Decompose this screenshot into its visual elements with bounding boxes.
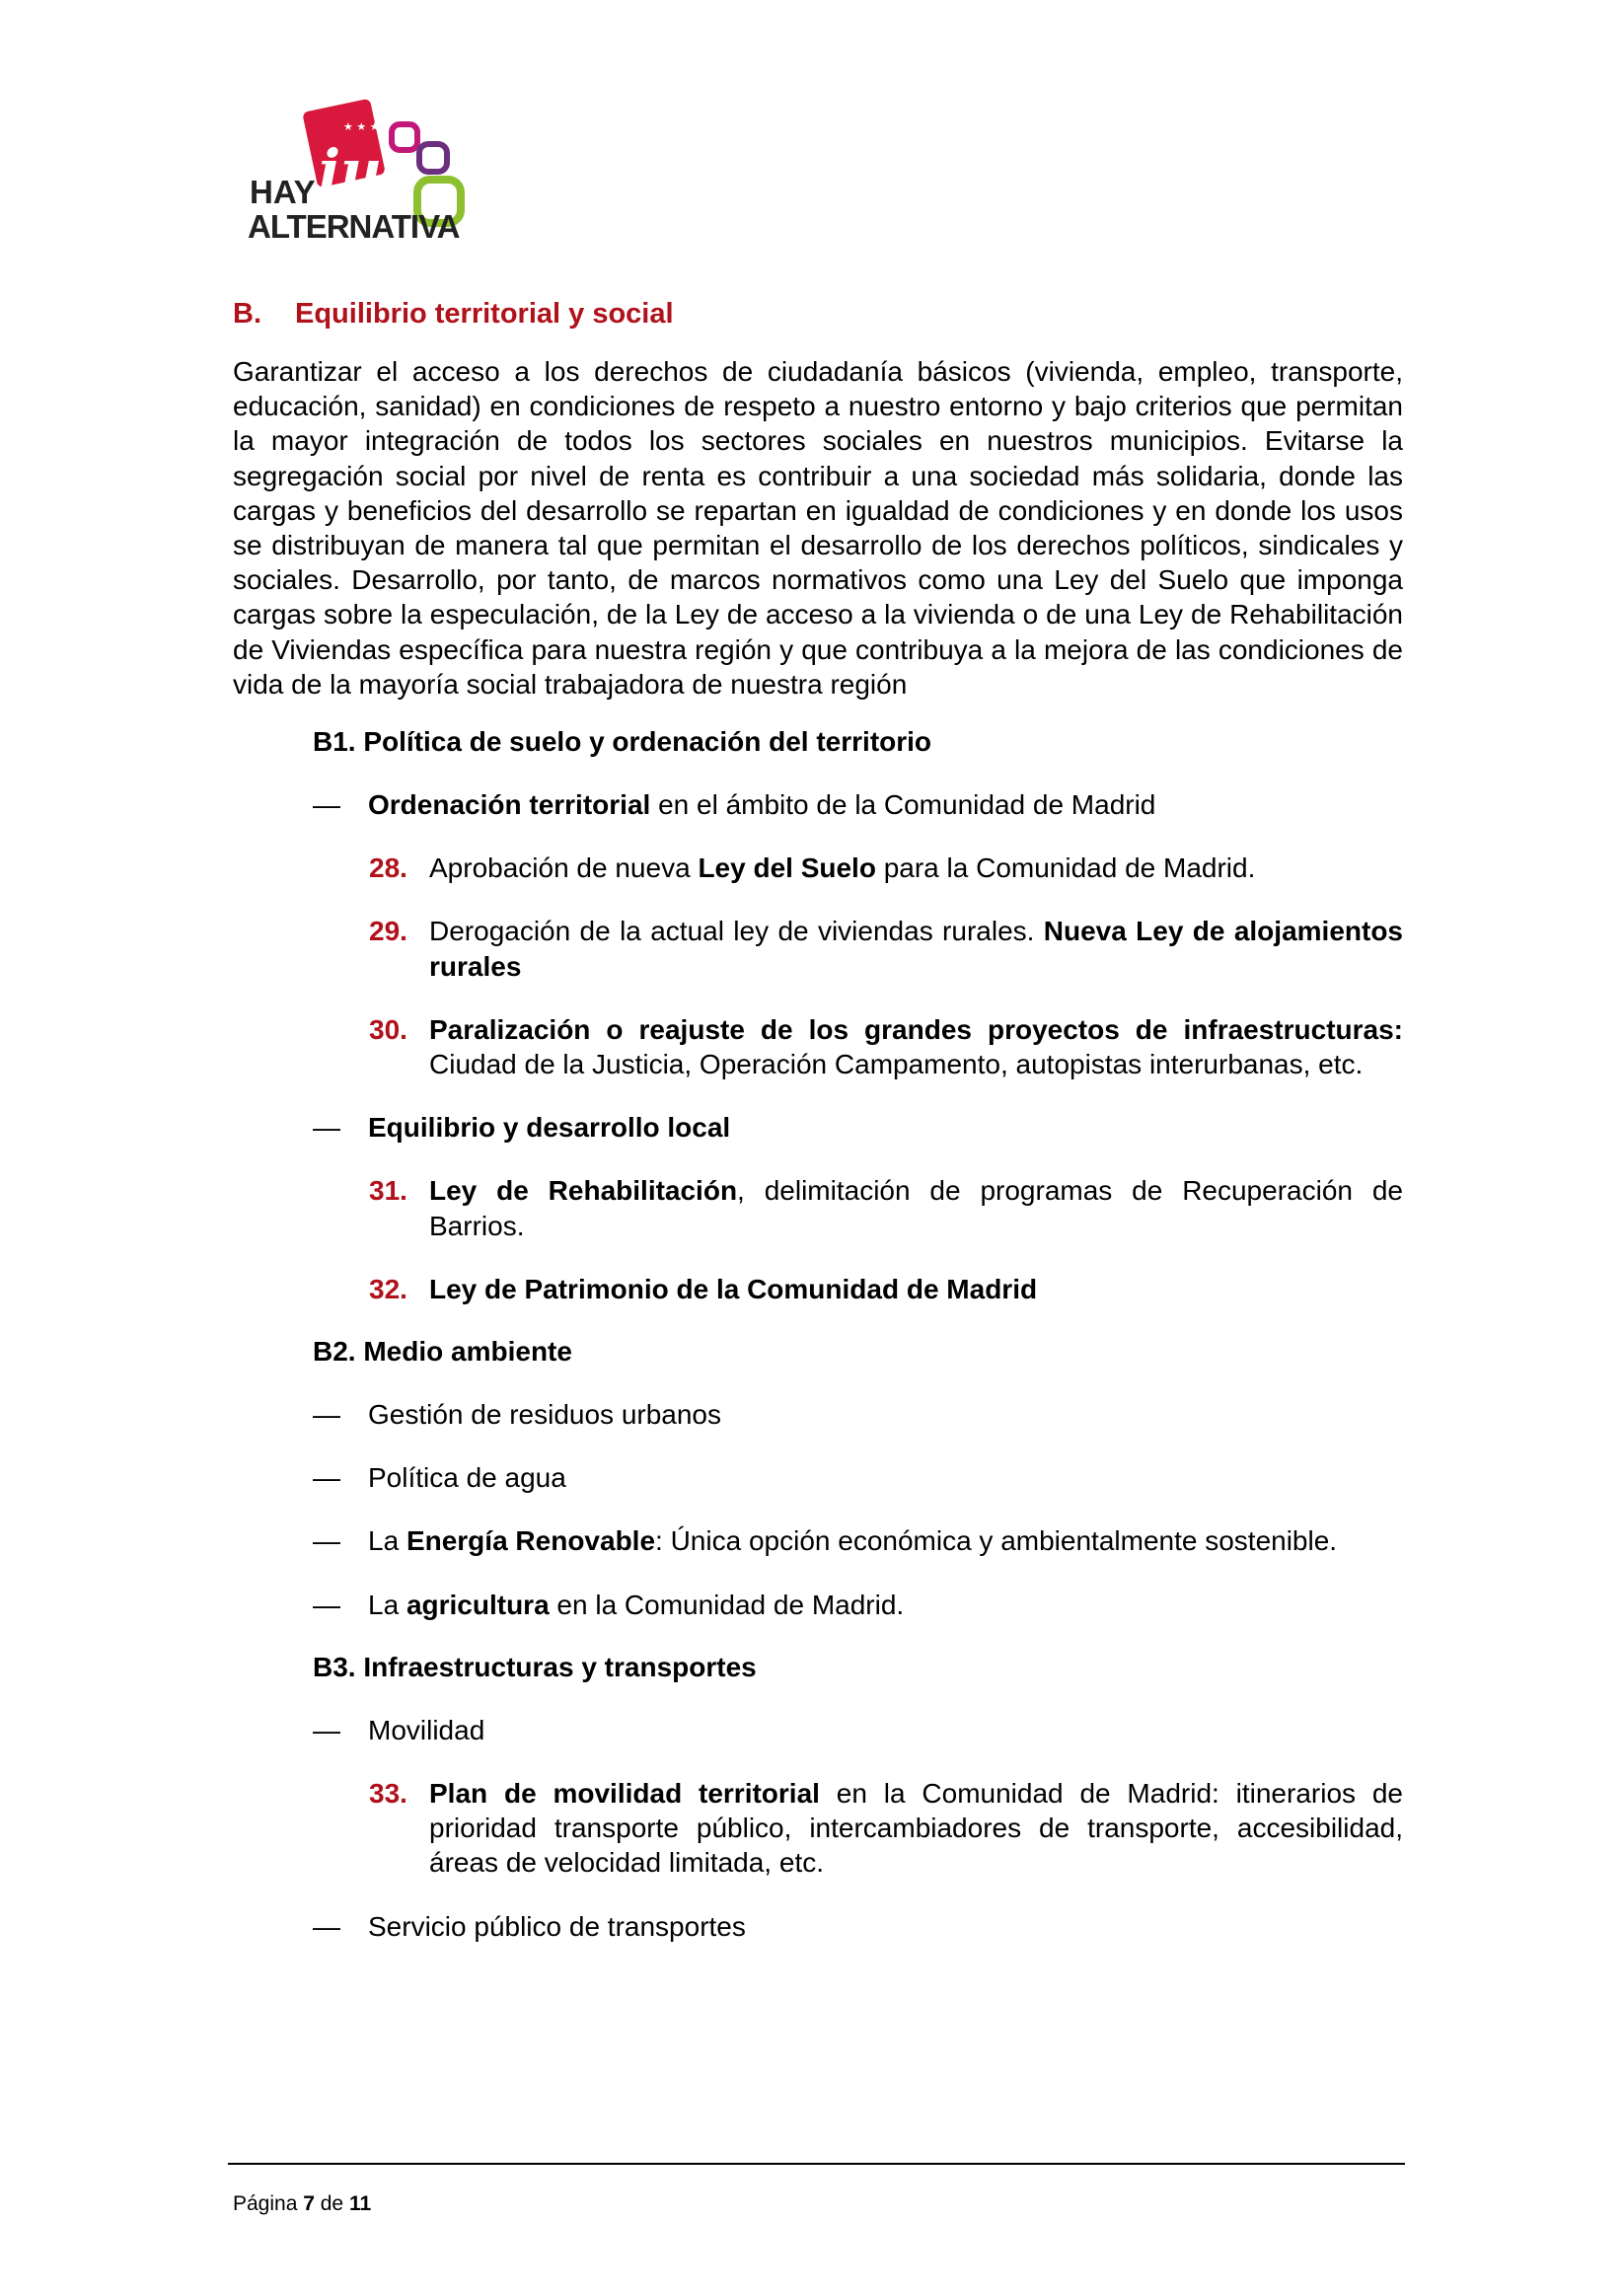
svg-text:iu: iu: [319, 137, 383, 204]
b3-dash-servicio: — Servicio público de transportes: [313, 1910, 746, 1942]
b2-dash-agricultura: — La agricultura en la Comunidad de Madrid.: [313, 1589, 905, 1620]
item-28: 28. Aprobación de nueva Ley del Suelo para la Comunidad de Madrid.: [369, 852, 1256, 884]
intro-paragraph: Garantizar el acceso a los derechos de ciudadanía básicos (vivienda, empleo, transporte, educación, sanidad) en condiciones de respeto a nuestro entorno y bajo criterios que permitan la mayor integración de todos los sectores sociales en nuestros municipios. Evitarse la segregación social por nivel de renta es contribuir a una sociedad más solidaria, donde las cargas y beneficios del desarrollo se repartan en igualdad de condiciones y en donde los usos se distribuyan de manera tal que permitan el desarrollo de los derechos políticos, sindicales y sociales. Desarrollo, por tanto, de marcos normativos como una Ley del Suelo que imponga cargas sobre la especulación, de la Ley de acceso a la vivienda o de una Ley de Rehabilitación de Viviendas específica para nuestra región y que contribuya a la mejora de las condiciones de vida de la mayoría social trabajadora de nuestra región: [233, 356, 1403, 700]
svg-text:HAY: HAY: [250, 174, 316, 210]
section-heading: Equilibrio territorial y social: [295, 298, 674, 330]
item-31: 31. Ley de Rehabilitación, delimitación de programas de Recuperación de Barrios.: [369, 1175, 1403, 1241]
b2-dash-energia: — La Energía Renovable: Única opción económica y ambientalmente sostenible.: [313, 1525, 1338, 1557]
b2-dash-residuos: — Gestión de residuos urbanos: [313, 1399, 721, 1431]
b1-heading: B1. Política de suelo y ordenación del territorio: [313, 726, 932, 758]
section-letter: B.: [233, 298, 261, 330]
item-30: 30. Paralización o reajuste de los grandes proyectos de infraestructuras: Ciudad de la Justicia, Operación Campamento, autopistas interurbanas, etc.: [369, 1013, 1403, 1080]
b3-dash-movilidad: — Movilidad: [313, 1714, 485, 1745]
svg-text:ALTERNATIVA: ALTERNATIVA: [248, 208, 460, 245]
item-33: 33. Plan de movilidad territorial en la Comunidad de Madrid: itinerarios de prioridad transporte público, intercambiadores de transporte, accesibilidad, áreas de velocidad limitada, etc.: [369, 1778, 1404, 1879]
b1-dash-ordenacion: — Ordenación territorial en el ámbito de la Comunidad de Madrid: [313, 787, 1403, 822]
item-29: 29. Derogación de la actual ley de viviendas rurales. Nueva Ley de alojamientos rurales: [369, 916, 1403, 982]
section-title: [233, 298, 1403, 331]
b3-heading: B3. Infraestructuras y transportes: [313, 1651, 757, 1682]
page-content: [233, 290, 1403, 1972]
b2-heading: B2. Medio ambiente: [313, 1336, 572, 1368]
svg-text:★ ★ ★ ★: ★ ★ ★ ★: [343, 120, 393, 133]
b2-dash-agua: — Política de agua: [313, 1462, 566, 1494]
hay-alternativa-logo: [242, 97, 508, 250]
footer-divider: [228, 2163, 1405, 2165]
dash-bullet: —: [313, 789, 340, 821]
b1-dash-equilibrio: — Equilibrio y desarrollo local: [313, 1112, 731, 1144]
item-32: 32. Ley de Patrimonio de la Comunidad de Madrid: [369, 1273, 1038, 1304]
page-number: Página 7 de 11: [233, 2192, 372, 2215]
